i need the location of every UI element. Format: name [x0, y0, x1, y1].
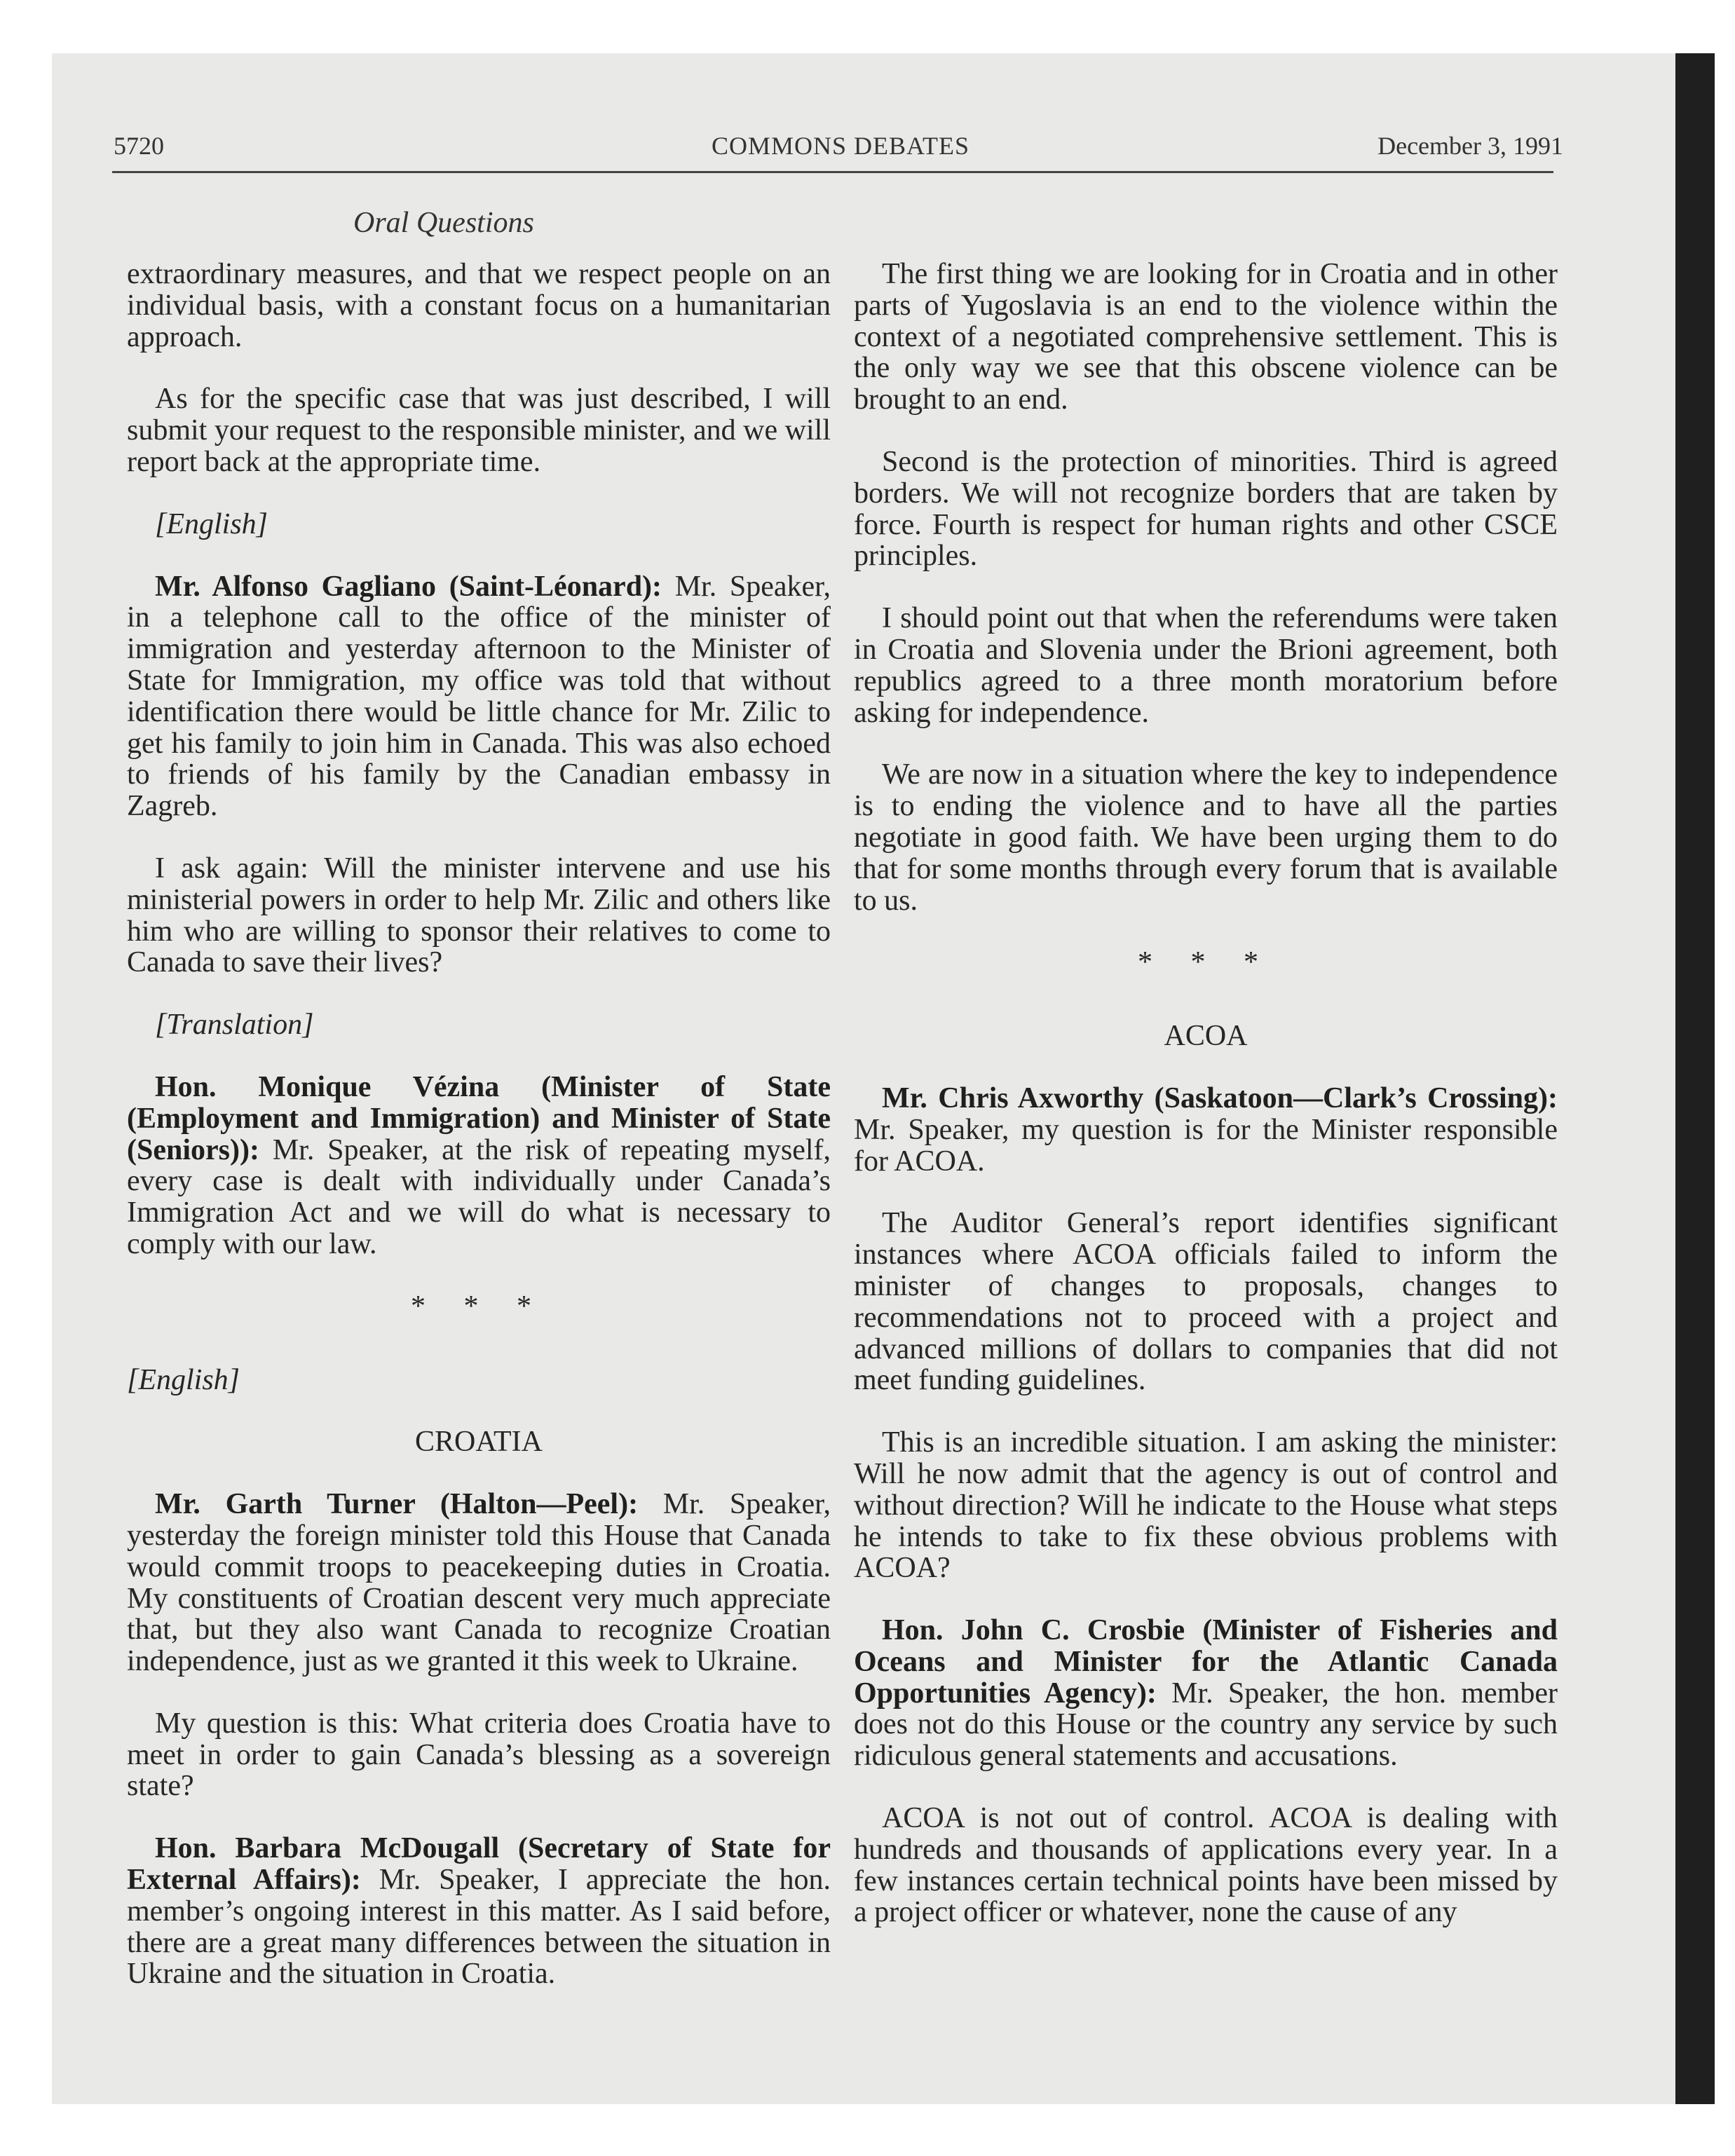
left-column	[127, 259, 831, 2021]
page-number: 5720	[114, 132, 164, 160]
paragraph: My question is this: What criteria does Croatia have to meet in order to gain Canada’s blessing as a sovereign state?	[127, 1707, 831, 1803]
paragraph: We are now in a situation where the key to independence is to ending the violence and to have all the parties negotiate in good faith. We have been urging them to do that for some months through every forum that is available to us.	[854, 758, 1558, 917]
speech-text: Mr. Speaker, yesterday the foreign minister told this House that Canada would commit troops to peacekeeping duties in Croatia. My constituents of Croatian descent very much appreciate that, but they also want Canada to recognize Croatian independence, just as we granted it this week to Ukraine.	[127, 1488, 831, 1678]
speaker-paragraph	[854, 1083, 1558, 1177]
paragraph: Second is the protection of minorities. Third is agreed borders. We will not recognize borders that are taken by force. Fourth is respect for human rights and other CSCE principles.	[854, 445, 1558, 573]
section-divider: * * *	[1138, 946, 1274, 979]
language-tag: [English]	[155, 507, 268, 540]
scanned-page	[52, 53, 1675, 2104]
speaker-name: Mr. Alfonso Gagliano (Saint-Léonard):	[155, 570, 662, 603]
section-heading: ACOA	[1164, 1020, 1248, 1053]
speaker-paragraph	[127, 571, 831, 822]
paragraph: This is an incredible situation. I am asking the minister: Will he now admit that the agency is out of control and without direction? Will he indicate to the House what steps he intends to take to fix these obvious problems with ACOA?	[854, 1426, 1558, 1585]
paragraph: ACOA is not out of control. ACOA is dealing with hundreds and thousands of applications every year. In a few instances certain technical points have been missed by a project officer or whatever, none the cause of any	[854, 1802, 1558, 1929]
scan-edge-strip	[1675, 53, 1715, 2104]
right-column	[854, 259, 1558, 1959]
speaker-name: Mr. Garth Turner (Halton—Peel):	[155, 1488, 639, 1521]
speech-text: Mr. Speaker, the hon. member does not do this House or the country any service by such ridiculous general statements and accusations.	[854, 1677, 1558, 1773]
paragraph: The Auditor General’s report identifies significant instances where ACOA officials failed to inform the minister of changes to proposals, changes to recommendations not to proceed with a project and advanced millions of dollars to companies that did not meet funding guidelines.	[854, 1207, 1558, 1397]
paragraph: I should point out that when the referendums were taken in Croatia and Slovenia under the Brioni agreement, both republics agreed to a three month moratorium before asking for independence.	[854, 602, 1558, 729]
section-divider: * * *	[411, 1290, 547, 1323]
speaker-name: Mr. Chris Axworthy (Saskatoon—Clark’s Crossing):	[882, 1082, 1558, 1114]
language-tag: [Translation]	[155, 1009, 314, 1042]
speaker-paragraph	[127, 1489, 831, 1677]
paragraph: extraordinary measures, and that we respect people on an individual basis, with a constant focus on a humanitarian approach.	[127, 258, 831, 353]
speaker-paragraph	[127, 1833, 831, 1990]
paragraph: As for the specific case that was just described, I will submit your request to the responsible minister, and we will report back at the appropriate time.	[127, 383, 831, 478]
publication-title: COMMONS DEBATES	[711, 132, 970, 160]
speaker-paragraph	[127, 1072, 831, 1260]
language-tag: [English]	[127, 1363, 240, 1396]
speech-text: Mr. Speaker, my question is for the Minister responsible for ACOA.	[854, 1113, 1558, 1178]
speaker-paragraph	[854, 1615, 1558, 1772]
speaker-name: Hon. Barbara McDougall (Secretary of State for External Affairs):	[127, 1832, 831, 1897]
paragraph: The first thing we are looking for in Croatia and in other parts of Yugoslavia is an end to the violence within the context of a negotiated comprehensive settlement. This is the only way we see that this obscene violence can be brought to an end.	[854, 258, 1558, 416]
section-heading: CROATIA	[414, 1426, 543, 1459]
publication-date: December 3, 1991	[1377, 132, 1563, 160]
speech-text: Mr. Speaker, at the risk of repeating myself, every case is dealt with individually under Canada’s Immigration Act and we will do what is necessary to comply with our law.	[127, 1133, 831, 1260]
speaker-name: Hon. John C. Crosbie (Minister of Fisheries and Oceans and Minister for the Atlantic Canada Opportunities Agency):	[854, 1614, 1558, 1710]
speech-text: Mr. Speaker, in a telephone call to the office of the minister of immigration and yesterday afternoon to the Minister of State for Immigration, my office was told that without identification there would be little chance for Mr. Zilic to get his family to join him in Canada. This was also echoed to friends of his family by the Canadian embassy in Zagreb.	[127, 570, 831, 823]
speaker-name: Hon. Monique Vézina (Minister of State (Employment and Immigration) and Minister of State (Seniors)):	[127, 1070, 831, 1166]
speech-text: Mr. Speaker, I appreciate the hon. member’s ongoing interest in this matter. As I said before, there are a great many differences between the situation in Ukraine and the situation in Croatia.	[127, 1864, 831, 1991]
section-label: Oral Questions	[353, 207, 534, 239]
header-rule	[112, 171, 1553, 173]
paragraph: I ask again: Will the minister intervene and use his ministerial powers in order to help Mr. Zilic and others like him who are willing to sponsor their relatives to come to Canada to save their lives?	[127, 852, 831, 979]
